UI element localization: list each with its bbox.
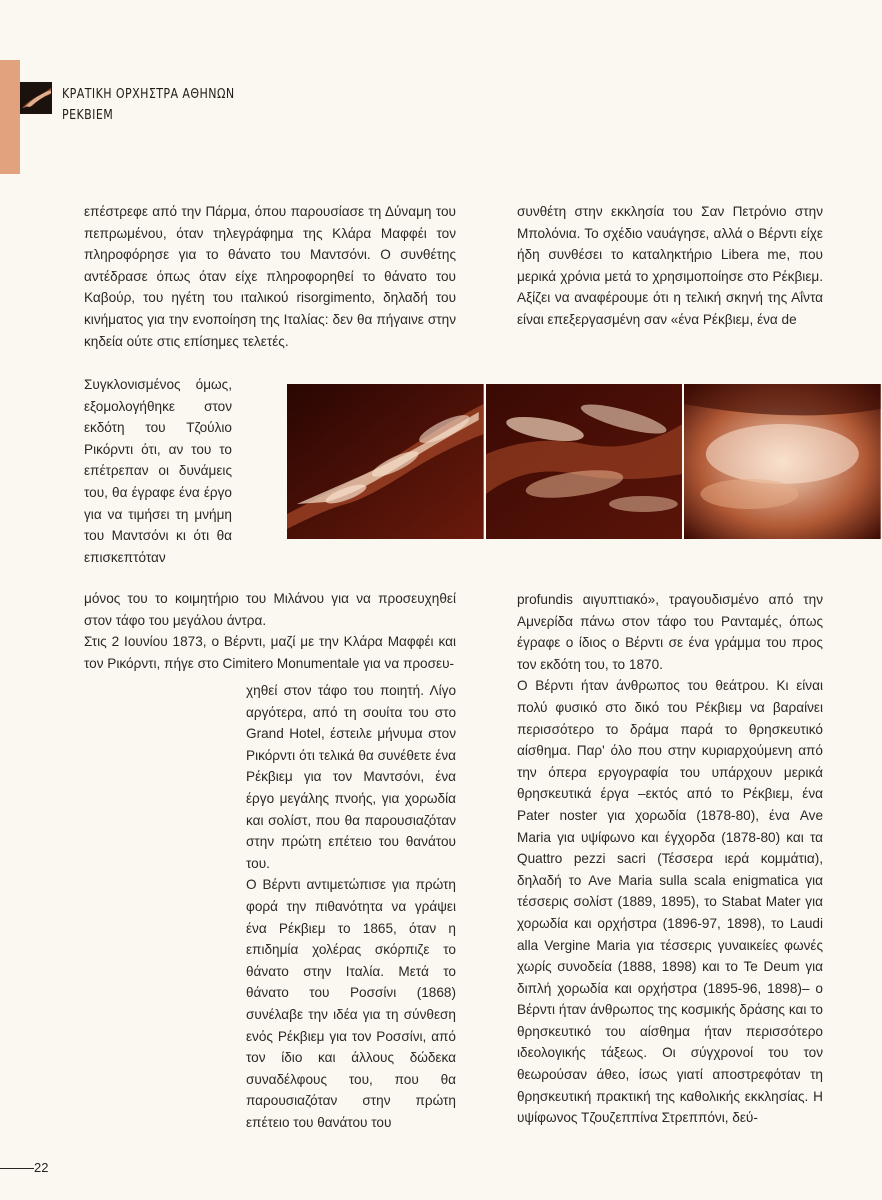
header-line-2: ΡΕΚΒΙΕΜ xyxy=(62,107,114,123)
paragraph: μόνος του το κοιμητήριο του Μιλάνου για να προσευχηθεί στον τάφο του μεγάλου άντρα. xyxy=(84,591,456,628)
cloud-photo-panel xyxy=(287,384,484,539)
paragraph: Ο Βέρντι αντιμετώπισε για πρώτη φορά την πιθανότητα να γράψει ένα Ρέκβιεμ το 1865, όταν η επιδημία χολέρας σκόρπιζε το θάνατο στην Ιταλία. Μετά το θάνατο του Ροσσίνι (1868) συνέλαβε την ιδέα για τη σύνθεση ενός Ρέκβιεμ για τον Ροσσίνι, από τον ίδιο και άλλους δώδεκα συναδέλφους του, που θα παρουσιαζόταν στην πρώτη επέτειο του θανάτου του xyxy=(246,877,456,1130)
paragraph: συνθέτη στην εκκλησία του Σαν Πετρόνιο στην Μπολόνια. Το σχέδιο ναυάγησε, αλλά ο Βέρντι είχε ήδη συνθέσει το καταληκτήριο Libera me, που μερικά χρόνια μετά το χρησιμοποίησε στο Ρέκβιεμ. Αξίζει να αναφέρουμε ότι η τελική σκηνή της Αΐντα είναι επεξεργασμένη σαν «ένα Ρέκβιεμ, ένα de xyxy=(517,204,823,327)
cloud-photo-strip xyxy=(287,384,881,539)
paragraph: profundis αιγυπτιακό», τραγουδισμένο από την Αμνερίδα πάνω στον τάφο του Ρανταμές, όπως έγραφε ο ίδιος ο Βέρντι σε ένα γράμμα του προς τον εκδότη του, το 1870. xyxy=(517,592,823,672)
paragraph: Στις 2 Ιουνίου 1873, ο Βέρντι, μαζί με την Κλάρα Μαφφέι και τον Ρικόρντι, πήγε στο Cimitero Monumentale για να προσευ- xyxy=(84,634,456,671)
paragraph: χηθεί στον τάφο του ποιητή. Λίγο αργότερα, από τη σουίτα του στο Grand Hotel, έστειλε μήνυμα στον Ρικόρντι ότι τελικά θα συνέθετε ένα Ρέκβιεμ για τον Μαντσόνι, ένα έργο μεγάλης πνοής, για χορωδία και σολίστ, που θα παρουσιαζόταν στην πρώτη επέτειο του θανάτου του. xyxy=(246,683,456,871)
paragraph: επέστρεφε από την Πάρμα, όπου παρουσίασε τη Δύναμη του πεπρωμένου, όταν τηλεγράφημα της Κλάρα Μαφφέι τον πληροφόρησε για το θάνατο του Μαντσόνι. Ο συνθέτης αντέδρασε όπως όταν είχε πληροφορηθεί το θάνατο του Καβούρ, του ηγέτη του ιταλικού risorgimento, δηλαδή του κινήματος για την ενοποίηση της Ιταλίας: δεν θα πήγαινε στην κηδεία ούτε στις επίσημες τελετές. xyxy=(84,204,456,349)
paragraph: Ο Βέρντι ήταν άνθρωπος του θεάτρου. Κι είναι πολύ φυσικό στο δικό του Ρέκβιεμ να βαραίνει περισσότερο το δράμα παρά το θρησκευτικό αίσθημα. Παρ' όλο που στην κυριαρχούμενη από την όπερα εργογραφία του υπάρχουν μερικά θρησκευτικά έργα –εκτός από το Ρέκβιεμ, ένα Pater noster για χορωδία (1878-80), ένα Ave Maria για υψίφωνο και έγχορδα (1878-80) και τα Quattro pezzi sacri (Τέσσερα ιερά κομμάτια), δηλαδή το Ave Maria sulla scala enigmatica για τέσσερις σολίστ (1889, 1895), το Stabat Mater για χορωδία και ορχήστρα (1896-97, 1898), το Laudi alla Vergine Maria για τέσσερις γυναικείες φωνές χωρίς συνοδεία (1888, 1898) και το Te Deum για διπλή χορωδία και ορχήστρα (1895-96, 1898)– ο Βέρντι ήταν άνθρωπος της κοσμικής δράσης και το θρησκευτικό του αίσθημα ήταν περισσότερο ιδεολογικής τάξεως. Οι σύγχρονοί του τον θεωρούσαν άθεο, ίσως γιατί αποστρεφόταν τη θρησκευτική πρακτική της καθολικής εκκλησίας. Η υψίφωνος Τζουζεππίνα Στρεππόνι, δεύ- xyxy=(517,678,823,1126)
left-column-top xyxy=(84,201,456,352)
header-line-1: ΚΡΑΤΙΚΗ ΟΡΧΗΣΤΡΑ ΑΘΗΝΩΝ xyxy=(62,86,235,102)
page-number: 22 xyxy=(34,1160,49,1175)
right-column-bottom xyxy=(517,589,823,1129)
right-column-top xyxy=(517,201,823,331)
cloud-photo-panel xyxy=(486,384,683,539)
paragraph: Συγκλονισμένος όμως, εξομολογήθηκε στον εκδότη του Τζούλιο Ρικόρντι ότι, αν του το επέτρεπαν οι δυνάμεις του, θα έγραφε ένα έργο για να τιμήσει τη μνήμη του Μαντσόνι κι ότι θα επισκεπτόταν xyxy=(84,377,232,565)
cloud-photo-panel xyxy=(684,384,881,539)
left-column-narrow xyxy=(84,374,232,568)
middle-column xyxy=(246,680,456,1133)
accent-bar xyxy=(0,60,20,174)
header-thumbnail-image xyxy=(20,82,52,114)
footer-rule xyxy=(0,1168,34,1169)
left-column-after xyxy=(84,588,456,674)
section-header xyxy=(62,84,235,126)
